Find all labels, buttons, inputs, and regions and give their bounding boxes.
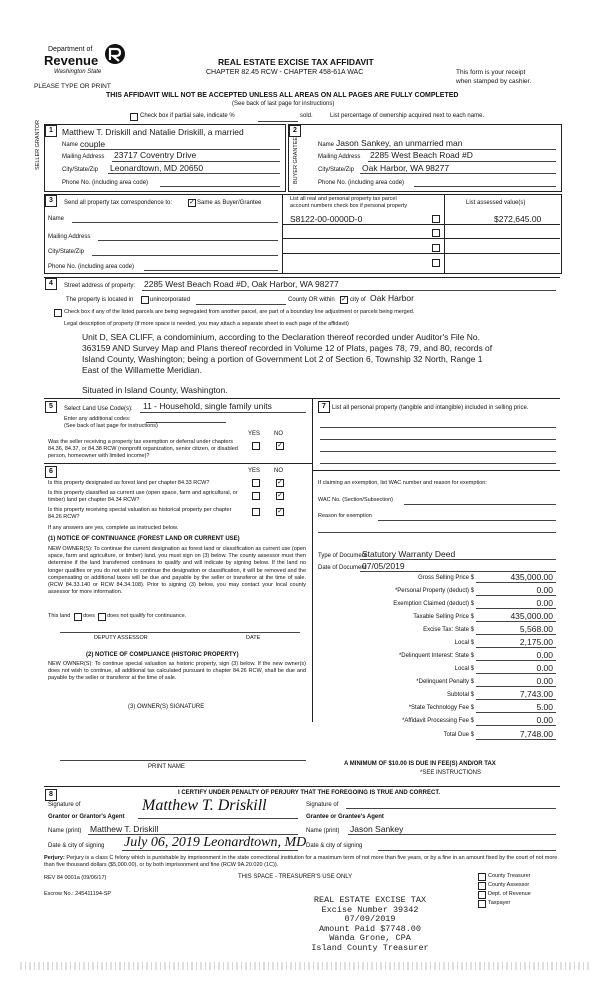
seller-city-value: Leonardtown, MD 20650: [110, 163, 204, 173]
legal-line-4: East of the Willamette Meridian.: [82, 365, 202, 375]
seller-name-line1: Matthew T. Driskill and Natalie Driskill, a married: [62, 127, 244, 137]
property-located-label: The property is located in: [66, 297, 134, 303]
amount-value: 0.00: [536, 715, 553, 725]
exemption-question: Was the seller receiving a property tax exemption or deferral under chapters 84.36, 84.37, or 84.38 RCW (nonprofit organization, senior citizen, or disabled person, homeowner with limited income)?: [48, 439, 238, 459]
seller-name-line2: couple: [80, 139, 106, 149]
doc-type-value: Statutory Warranty Deed: [362, 549, 456, 559]
forest-no-checkbox[interactable]: ✓: [277, 479, 283, 486]
section-1-number: 1: [45, 125, 57, 137]
rev-number: REV 84 0001a (09/06/17): [44, 875, 107, 881]
legal-description-label: Legal description of property (if more space is needed, you may attach a separate sheet to each page of the affidavit): [64, 321, 349, 327]
grantee-name-value: Jason Sankey: [350, 824, 404, 834]
doc-date-label: Date of Document: [318, 565, 367, 571]
s5-no-header: NO: [274, 431, 283, 437]
stamp-line-6: Island County Treasurer: [311, 942, 429, 953]
see-instructions-note: *SEE INSTRUCTIONS: [420, 770, 482, 776]
seller-side-label: SELLER GRANTOR: [35, 119, 41, 170]
treasurer-stamp: [300, 896, 440, 953]
segregated-label: Check box if any of the listed parcels are being segregated from another parcel, are part of a boundary line adjustment or parcels being merged.: [64, 309, 415, 315]
scan-noise-bar: [20, 962, 590, 970]
does-qualify-checkbox[interactable]: [74, 613, 82, 621]
personal-property-list-label: List all personal property (tangible and intangible) included in selling price.: [332, 405, 529, 411]
grantee-name-print-label: Name (print): [306, 828, 340, 834]
partial-sale-label: Check box if partial sale, indicate %: [140, 113, 235, 119]
does-not-qualify-checkbox[interactable]: [98, 613, 106, 621]
seller-name-label: Name: [62, 142, 79, 148]
amount-label: *Personal Property (deduct) $: [394, 588, 474, 594]
parcel-number: S8122-00-0000D-0: [290, 214, 363, 224]
grantor-sig-of-label: Signature of: [48, 802, 81, 808]
amount-label: *State Technology Fee $: [408, 705, 474, 711]
historic-yes-checkbox[interactable]: [252, 508, 260, 516]
please-type-text: PLEASE TYPE OR PRINT: [34, 83, 111, 90]
assessor-date-label: DATE: [246, 635, 261, 641]
amount-value: 2,175.00: [519, 637, 553, 647]
seller-mail-value: 23717 Coventry Drive: [114, 150, 197, 160]
correspondence-city-label: City/State/Zip: [48, 249, 85, 255]
stamp-line-2: Excise Number 39342: [321, 904, 419, 915]
street-address-value: 2285 West Beach Road #D, Oak Harbor, WA 98277: [144, 279, 339, 289]
s6-yes-header: YES: [248, 468, 261, 474]
amount-value: 7,743.00: [519, 689, 553, 699]
same-as-buyer-checkbox[interactable]: ✓: [189, 199, 195, 206]
correspondence-phone-label: Phone No. (including area code): [48, 264, 135, 270]
amount-value: 0.00: [536, 676, 553, 686]
revenue-logo: [34, 42, 134, 84]
doc-type-label: Type of Document: [318, 553, 367, 559]
stamp-line-5: Wanda Grone, CPA: [329, 933, 411, 943]
grantor-date-city-value: July 06, 2019 Leonardtown, MD: [124, 835, 307, 850]
amount-value: 0.00: [536, 598, 553, 608]
perjury-note: [44, 855, 560, 869]
legal-line-1: Unit D, SEA CLIFF, a condominium, according to the Declaration thereof recorded under Auditor's File No.: [82, 332, 481, 342]
amount-label: Subtotal $: [446, 692, 474, 698]
assessed-value: $272,645.00: [494, 214, 542, 224]
amount-label: Local $: [454, 640, 474, 646]
notice-compliance-title: (2) NOTICE OF COMPLIANCE (HISTORIC PROPERTY): [86, 652, 239, 658]
section-2-number: 2: [289, 125, 301, 137]
buyer-mail-label: Mailing Address: [318, 154, 361, 160]
section-4-number: 4: [45, 278, 57, 290]
land-use-value: 11 - Household, single family units: [143, 401, 272, 411]
dist-dept-revenue-checkbox[interactable]: [478, 891, 486, 899]
list-pct-label: List percentage of ownership acquired next to each name.: [330, 113, 485, 119]
county-or-label: County OR within: [288, 297, 335, 303]
current-use-question: Is this property classified as current use (open space, farm and agricultural, or timber) land per chapter 84.34 RCW?: [48, 490, 238, 503]
amount-label: Taxable Selling Price $: [413, 614, 474, 620]
seller-mail-label: Mailing Address: [62, 154, 105, 160]
reason-label: Reason for exemption: [318, 513, 372, 519]
revenue-logo-icon: [104, 42, 126, 66]
section-3-number: 3: [45, 195, 57, 207]
form-subtitle: CHAPTER 82.45 RCW - CHAPTER 458-61A WAC: [206, 69, 364, 76]
unincorporated-label: unincorporated: [150, 297, 191, 303]
amount-label: Local $: [454, 666, 474, 672]
amount-value: 435,000.00: [510, 572, 553, 582]
receipt-text-1: This form is your receipt: [456, 69, 526, 76]
logo-state-text: Washington State: [54, 69, 102, 75]
deputy-assessor-label: DEPUTY ASSESSOR: [94, 635, 148, 641]
unincorporated-checkbox[interactable]: [141, 296, 149, 304]
correspondence-name-label: Name: [48, 216, 65, 222]
personal-property-checkbox-1[interactable]: [432, 215, 440, 223]
legal-line-2: 363159 AND Survey Map and Plans thereof recorded in Volume 12 of Plats, pages 78, 79, and 80, records of: [82, 343, 493, 353]
street-address-label: Street address of property:: [64, 283, 136, 289]
grantee-agent-label: Grantee or Grantee's Agent: [306, 814, 384, 820]
logo-revenue-text: Revenue: [44, 53, 99, 68]
additional-codes-note: (See back of last page for instructions): [64, 423, 158, 429]
amount-value: 0.00: [536, 585, 553, 595]
current-use-yes-checkbox[interactable]: [252, 492, 260, 500]
amount-value: 5,568.00: [519, 624, 553, 634]
historic-question: Is this property receiving special valuation as historical property per chapter 84.26 RCW?: [48, 507, 232, 520]
historic-no-checkbox[interactable]: ✓: [277, 508, 283, 515]
dist-county-assessor: County Assessor: [488, 882, 530, 888]
send-correspondence-label: Send all property tax correspondence to:: [64, 200, 173, 206]
amount-value: 7,748.00: [519, 729, 553, 739]
additional-codes-label: Enter any additional codes:: [64, 416, 131, 422]
does-label: does: [83, 613, 95, 619]
stamp-line-3: 07/09/2019: [344, 914, 396, 924]
amount-label: Gross Selling Price $: [417, 575, 474, 581]
s6-no-header: NO: [274, 468, 283, 474]
buyer-name-label: Name: [318, 142, 335, 148]
buyer-name-value: Jason Sankey, an unmarried man: [336, 138, 463, 148]
partial-sale-checkbox[interactable]: [130, 113, 138, 121]
personal-property-checkbox-4[interactable]: [432, 259, 440, 267]
amount-label: Excise Tax: State $: [423, 627, 474, 633]
does-not-label: does not qualify for continuance.: [107, 613, 187, 619]
legal-line-5: Situated in Island County, Washington.: [82, 385, 228, 395]
grantor-date-city-label: Date & city of signing: [48, 843, 105, 849]
section-7-number: 7: [318, 401, 330, 413]
minimum-due-note: A MINIMUM OF $10.00 IS DUE IN FEE(S) AND/OR TAX: [344, 761, 496, 767]
perjury-text: Perjury is a class C felony which is punishable by imprisonment in the state correctional institution for a maximum term of not more than five years, or by a fine in an amount fixed by the court of not more than five thousand dollars ($5,000.00), or by both imprisonment and fine (RCW 9A.20.020 (1C)).: [44, 855, 558, 869]
forest-land-question: Is this property designated as forest land per chapter 84.33 RCW?: [48, 480, 210, 486]
buyer-city-label: City/State/Zip: [318, 167, 355, 173]
buyer-side-label: BUYER GRANTEE: [293, 136, 299, 184]
sold-label: sold.: [300, 113, 313, 119]
parcel-header-2: account numbers check box if personal property: [290, 203, 408, 209]
city-of-label: city of: [350, 297, 366, 303]
escrow-number: Escrow No.: 245411194-SP: [44, 891, 112, 897]
amount-label: *Delinquent Interest: State $: [398, 653, 474, 659]
grantor-agent-label: Grantor or Grantor's Agent: [48, 814, 125, 820]
grantor-signature: Matthew T. Driskill: [142, 797, 267, 814]
grantee-sig-of-label: Signature of: [306, 802, 339, 808]
dist-county-treasurer-checkbox[interactable]: [478, 873, 486, 881]
city-of-value: Oak Harbor: [370, 293, 414, 303]
segregated-checkbox[interactable]: [54, 309, 62, 317]
stamp-line-4: Amount Paid $7748.00: [318, 923, 422, 934]
amount-value: 5.00: [536, 702, 553, 712]
treasurer-use-only: THIS SPACE - TREASURER'S USE ONLY: [238, 874, 353, 880]
logo-dept-text: Department of: [48, 46, 93, 53]
print-name-label: PRINT NAME: [148, 764, 185, 770]
receipt-text-2: when stamped by cashier.: [456, 78, 532, 85]
amount-label: Total Due $: [443, 732, 474, 738]
owner-signature-label: (3) OWNER(S) SIGNATURE: [128, 704, 205, 710]
section-6-number: 6: [45, 466, 57, 478]
amount-label: *Affidavit Processing Fee $: [402, 718, 474, 724]
certify-text: I CERTIFY UNDER PENALTY OF PERJURY THAT THE FOREGOING IS TRUE AND CORRECT.: [178, 790, 441, 796]
forest-yes-checkbox[interactable]: [252, 479, 260, 487]
legal-line-3: Island County, Washington; being a portion of Government Lot 2 of Section 6, Township 32 North, Range 1: [82, 354, 483, 364]
notice-continuance-text: NEW OWNER(S): To continue the current designation as forest land or classification as current use (open space, farm and agriculture, or timber) land, you must sign on (3) below. The county assessor must then determine if the land transferred continues to qualify and will indicate by signing below. If the land no longer qualifies or you do not wish to continue the designation or classification, it will be removed and the compensating or additional taxes will be due and payable by the seller or transferor at the time of sale. (RCW 84.33.140 or RCW 84.34.108). Prior to signing (3) below, you may contact your local county assessor for more information.: [48, 546, 306, 596]
dist-dept-revenue: Dept. of Revenue: [488, 891, 531, 897]
buyer-phone-label: Phone No. (including area code): [318, 180, 405, 186]
amount-label: *Delinquent Penalty $: [416, 679, 474, 685]
s5-yes-header: YES: [248, 431, 261, 437]
grantor-name-value: Matthew T. Driskill: [90, 824, 159, 834]
section-5-number: 5: [45, 401, 57, 413]
amount-value: 0.00: [536, 650, 553, 660]
assessed-header: List assessed value(s): [466, 200, 526, 206]
buyer-city-value: Oak Harbor, WA 98277: [362, 163, 450, 173]
current-use-no-checkbox[interactable]: ✓: [277, 492, 283, 499]
see-back-text: (See back of last page for instructions): [232, 101, 335, 107]
notice-compliance-text: NEW OWNER(S): To continue special valuation as historic property, sign (3) below. If the new owner(s) does not wish to continue, all additional tax calculated pursuant to chapter 84.26 RCW, shall be due and payable by the seller or transferor at the time of sale.: [48, 661, 306, 682]
exemption-yes-checkbox[interactable]: [252, 442, 260, 450]
amount-label: Exemption Claimed (deduct) $: [393, 601, 474, 607]
dist-county-treasurer: County Treasurer: [488, 873, 531, 879]
dist-taxpayer: Taxpayer: [488, 900, 511, 906]
perjury-label: Perjury:: [44, 855, 65, 861]
amount-value: 0.00: [536, 663, 553, 673]
grantor-name-print-label: Name (print): [48, 828, 82, 834]
warning-text: THIS AFFIDAVIT WILL NOT BE ACCEPTED UNLESS ALL AREAS ON ALL PAGES ARE FULLY COMPLETED: [106, 92, 459, 99]
personal-property-checkbox-3[interactable]: [432, 244, 440, 252]
any-yes-note: If any answers are yes, complete as instructed below.: [48, 525, 179, 531]
city-of-checkbox[interactable]: ✓: [341, 296, 347, 303]
seller-city-label: City/State/Zip: [62, 167, 99, 173]
personal-property-checkbox-2[interactable]: [432, 229, 440, 237]
doc-date-value: 07/05/2019: [362, 561, 405, 571]
stamp-line-1: REAL ESTATE EXCISE TAX: [313, 895, 427, 905]
form-title: REAL ESTATE EXCISE TAX AFFIDAVIT: [218, 57, 374, 67]
wac-number-label: WAC No. (Section/Subsection): [318, 497, 393, 503]
correspondence-mail-label: Mailing Address: [48, 234, 91, 240]
dist-taxpayer-checkbox[interactable]: [478, 900, 486, 908]
buyer-mail-value: 2285 West Beach Road #D: [370, 150, 473, 160]
dist-county-assessor-checkbox[interactable]: [478, 882, 486, 890]
notice-continuance-title: (1) NOTICE OF CONTINUANCE (FOREST LAND OR CURRENT USE): [48, 536, 240, 542]
grantee-date-city-label: Date & city of signing: [306, 843, 363, 849]
land-use-label: Select Land Use Code(s):: [64, 406, 133, 412]
this-land-label: This land: [48, 613, 71, 619]
same-as-buyer-label: Same as Buyer/Grantee: [197, 200, 262, 206]
amount-value: 435,000.00: [510, 611, 553, 621]
parcel-header-1: List all real and personal property tax parcel: [290, 196, 397, 202]
exemption-wac-label: If claiming an exemption, list WAC number and reason for exemption:: [318, 480, 487, 486]
exemption-no-checkbox[interactable]: ✓: [277, 442, 283, 449]
section-8-number: 8: [45, 789, 57, 801]
seller-phone-label: Phone No. (including area code): [62, 180, 149, 186]
